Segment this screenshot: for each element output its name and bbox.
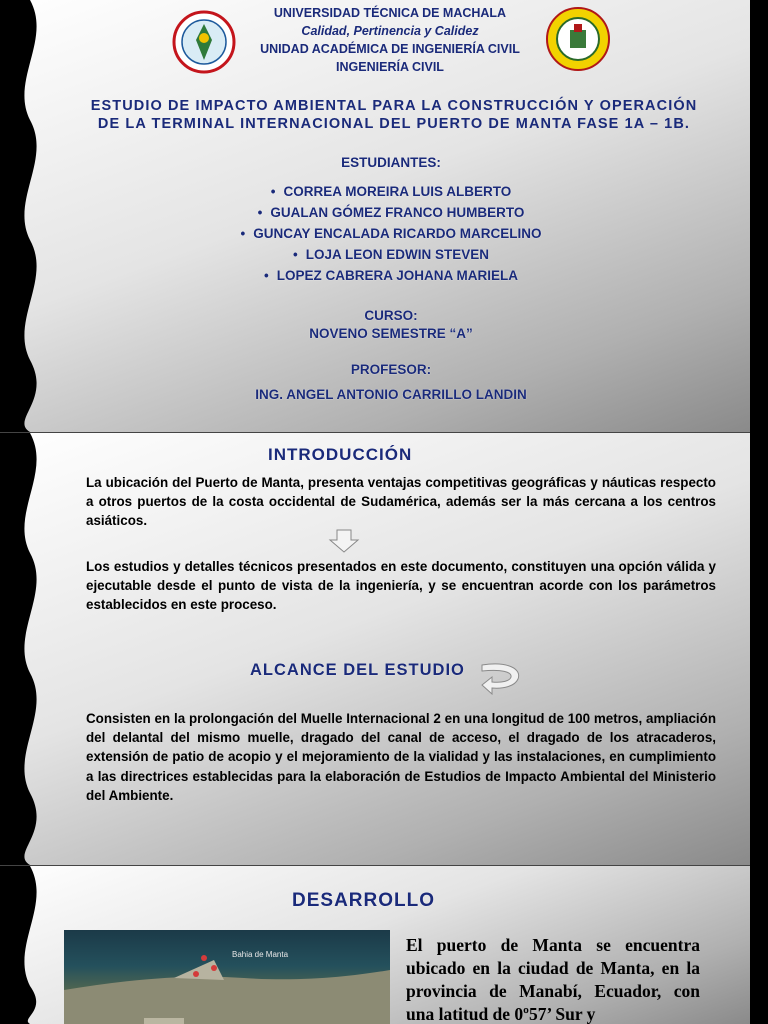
map-image	[64, 930, 390, 1024]
title-line-1: ESTUDIO DE IMPACTO AMBIENTAL PARA LA CONSTRUCCIÓN Y OPERACIÓN	[90, 98, 698, 114]
student-name: GUALAN GÓMEZ FRANCO HUMBERTO	[270, 205, 525, 220]
list-item	[0, 265, 750, 286]
university-logo	[172, 10, 236, 74]
course-label: CURSO:	[364, 308, 418, 323]
down-arrow-icon	[328, 529, 360, 553]
development-text: El puerto de Manta se encuentra ubicado en la ciudad de Manta, en la provincia de Manabí, Ecuador, con una latitud de 0º57’ Sur y	[406, 935, 700, 1024]
scope-paragraph: Consisten en la prolongación del Muelle Internacional 2 en una longitud de 100 metros, ampliación del delantal del mismo muelle, dragado del canal de acceso, el dragado de los atracaderos, extensión de patio de acopio y el mejoramiento de la vialidad y las instalaciones, en cumplimiento a las directrices establecidas para la elaboración de Estudios de Impacto Ambiental del Ministerio del Ambiente.	[86, 711, 716, 803]
intro-slide	[0, 433, 750, 865]
course-value: NOVENO SEMESTRE “A”	[309, 326, 473, 341]
student-name: GUNCAY ENCALADA RICARDO MARCELINO	[253, 226, 542, 241]
map-label: Bahia de Manta	[232, 950, 289, 959]
list-item	[0, 181, 750, 202]
institution-header	[240, 4, 540, 76]
students-list	[0, 181, 750, 286]
list-item	[0, 202, 750, 223]
list-item	[0, 223, 750, 244]
satellite-map	[64, 930, 390, 1024]
curved-arrow-icon	[478, 659, 524, 695]
student-name: CORREA MOREIRA LUIS ALBERTO	[283, 184, 512, 199]
project-title	[60, 97, 728, 133]
career-name: INGENIERÍA CIVIL	[336, 60, 444, 74]
wave-border	[0, 433, 60, 865]
student-name: LOPEZ CABRERA JOHANA MARIELA	[276, 268, 518, 283]
students-label: ESTUDIANTES:	[341, 155, 441, 170]
bullet-icon: •	[293, 247, 298, 262]
student-name: LOJA LEON EDWIN STEVEN	[305, 247, 489, 262]
intro-paragraph-2: Los estudios y detalles técnicos presentados en este documento, constituyen una opción válida y ejecutable desde el punto de vista de la ingeniería, y se encuentran acorde con los parámetros establecidos en este proceso.	[86, 559, 716, 613]
list-item	[0, 244, 750, 265]
academic-unit: UNIDAD ACADÉMICA DE INGENIERÍA CIVIL	[260, 42, 520, 56]
intro-heading: INTRODUCCIÓN	[268, 445, 413, 464]
bullet-icon: •	[240, 226, 246, 241]
cover-slide	[0, 0, 750, 432]
development-slide	[0, 866, 750, 1024]
professor-label: PROFESOR:	[350, 362, 432, 377]
right-edge-bar	[750, 0, 768, 1024]
development-heading: DESARROLLO	[292, 890, 435, 911]
bullet-icon: •	[264, 268, 269, 283]
professor-name: ING. ANGEL ANTONIO CARRILLO LANDIN	[255, 387, 527, 402]
bullet-icon: •	[257, 205, 263, 220]
title-line-2: DE LA TERMINAL INTERNACIONAL DEL PUERTO DE MANTA FASE 1A – 1B.	[97, 116, 691, 132]
wave-border	[0, 866, 60, 1024]
intro-paragraph-1: La ubicación del Puerto de Manta, presenta ventajas competitivas geográficas y náuticas respecto a otros puertos de la costa occidental de Sudamérica, además ser la más cercana a los centros asiáticos.	[86, 475, 716, 529]
bullet-icon: •	[270, 184, 276, 199]
university-motto: Calidad, Pertinencia y Calidez	[301, 24, 479, 38]
faculty-logo	[545, 6, 611, 72]
university-name: UNIVERSIDAD TÉCNICA DE MACHALA	[273, 6, 507, 20]
scope-heading: ALCANCE DEL ESTUDIO	[250, 661, 465, 679]
